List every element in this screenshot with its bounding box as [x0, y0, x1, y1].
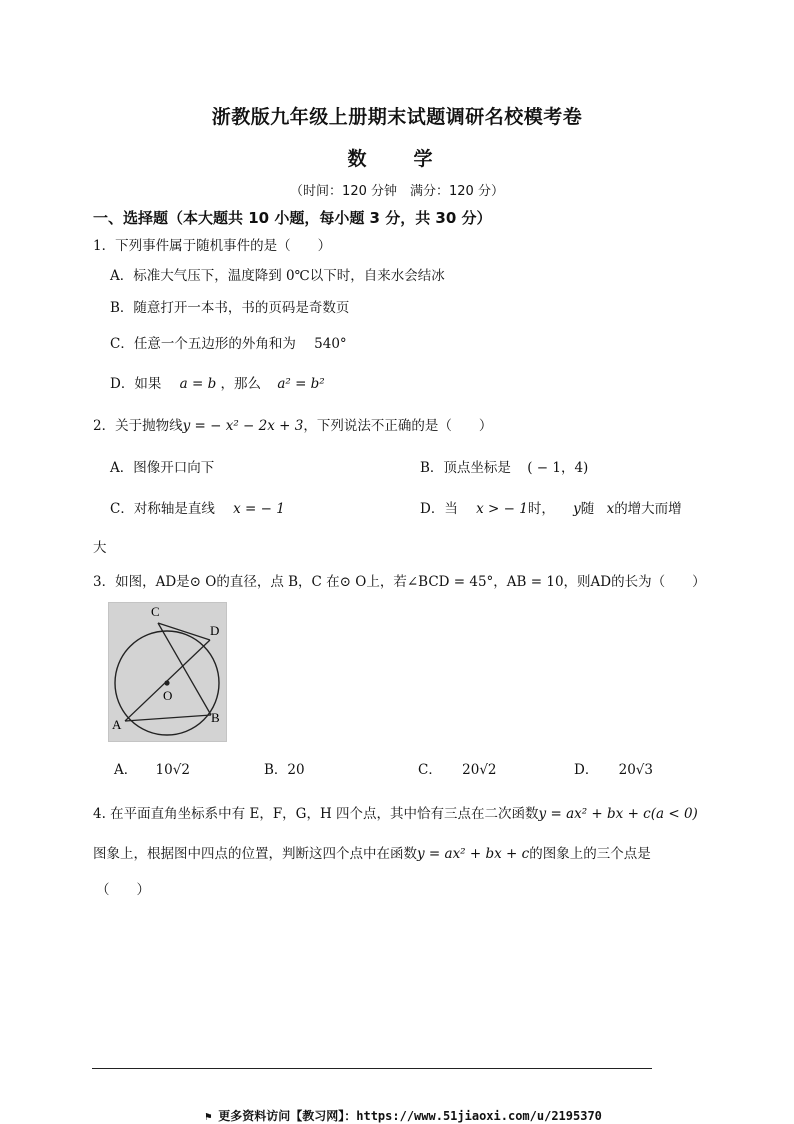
q2-option-d-text1: D．当 [420, 501, 458, 517]
q3-option-d-value: 20√3 [618, 762, 653, 778]
label-a: A [112, 717, 122, 732]
q4-line1 [93, 802, 698, 822]
q2-option-b-value: ( − 1，4) [527, 460, 589, 476]
label-o: O [163, 688, 173, 703]
q2-option-d-math3: x [606, 501, 615, 517]
q1-option-d-text1: D．如果 [110, 376, 162, 392]
section-heading: 一、选择题（本大题共 10 小题，每小题 3 分，共 30 分） [93, 209, 492, 227]
circle-figure [108, 602, 227, 742]
q1-option-c-text: C．任意一个五边形的外角和为 [110, 336, 296, 352]
footer-link-text[interactable]: 更多资料访问【教习网】：https://www.51jiaoxi.com/u/2195370 [218, 1109, 602, 1123]
label-b: B [211, 710, 220, 725]
q1-option-d-math1: a = b [179, 376, 217, 392]
q3-option-a-label: A． [114, 762, 138, 778]
q3-option-b-label: B． [264, 762, 288, 778]
segment-ab [125, 715, 211, 721]
q3-option-b [264, 758, 305, 778]
q2-option-b-text: B．顶点坐标是 [420, 460, 511, 476]
q2-option-d-wrap: 大 [93, 540, 107, 556]
q2-stem [93, 414, 492, 434]
q2-stem-math: y = − x² − 2x + 3 [182, 418, 304, 434]
label-c: C [151, 604, 160, 619]
q2-option-c-text: C．对称轴是直线 [110, 501, 215, 517]
q2-option-c-math: x = − 1 [233, 501, 285, 517]
q4-line1-text: 4. 在平面直角坐标系中有 E，F，G，H 四个点，其中恰有三点在二次函数 [93, 806, 539, 822]
q1-option-b: B．随意打开一本书，书的页码是奇数页 [110, 300, 350, 316]
q4-line2-text: 图象上，根据图中四点的位置，判断这四个点中在函数 [93, 846, 417, 862]
q2-stem-pre: 2．关于抛物线 [93, 418, 183, 434]
q2-option-d [420, 497, 682, 517]
q1-option-d-text2: ，那么 [220, 376, 262, 392]
q2-option-b [420, 456, 588, 476]
center-point-o [164, 680, 169, 685]
footer-rule [92, 1068, 652, 1069]
q2-option-d-text2: 时， [527, 501, 555, 517]
q1-option-d-math2: a² = b² [277, 376, 325, 392]
circle-diagram [109, 603, 226, 741]
q4-line2 [93, 842, 651, 862]
q1-stem: 1．下列事件属于随机事件的是（ ） [93, 238, 332, 254]
q3-option-c-label: C． [418, 762, 442, 778]
flag-icon: ⚑ [205, 1110, 219, 1123]
q2-option-d-math2: y [573, 501, 581, 517]
q3-option-a [114, 758, 190, 778]
q3-option-c-value: 20√2 [462, 762, 497, 778]
q4-line2-post: 的图象上的三个点是 [529, 846, 651, 862]
q3-option-d [574, 758, 653, 778]
subject-title: 数 学 [347, 148, 447, 170]
q1-option-c-value: 540° [314, 336, 347, 352]
q3-option-c [418, 758, 497, 778]
q4-line1-math: y = ax² + bx + c(a < 0) [538, 806, 698, 822]
q4-answer-blank: （ ） [96, 882, 150, 898]
exam-meta: （时间：120 分钟 满分：120 分） [290, 184, 504, 199]
q1-option-d [110, 372, 325, 392]
q2-option-d-text3: 随 [580, 501, 595, 517]
label-d: D [210, 623, 220, 638]
q2-option-d-math1: x > − 1 [476, 501, 528, 517]
exam-title: 浙教版九年级上册期末试题调研名校模考卷 [211, 106, 583, 128]
q1-option-c [110, 332, 347, 352]
q1-option-a: A．标准大气压下，温度降到 0℃以下时，自来水会结冰 [110, 268, 445, 284]
q2-option-d-text4: 的增大而增 [614, 501, 682, 517]
q3-stem: 3．如图，AD是⊙ O的直径，点 B，C 在⊙ O上，若∠BCD = 45°，AB = 10，则AD的长为（ ） [93, 574, 706, 590]
q3-option-d-label: D． [574, 762, 599, 778]
q2-stem-post: ，下列说法不正确的是（ ） [303, 418, 493, 434]
q4-line2-math: y = ax² + bx + c [417, 846, 530, 862]
q3-option-b-value: 20 [287, 762, 305, 778]
q2-option-a: A．图像开口向下 [110, 460, 215, 476]
footer-link[interactable] [205, 1107, 602, 1124]
q2-option-c [110, 497, 285, 517]
q3-option-a-value: 10√2 [155, 762, 190, 778]
